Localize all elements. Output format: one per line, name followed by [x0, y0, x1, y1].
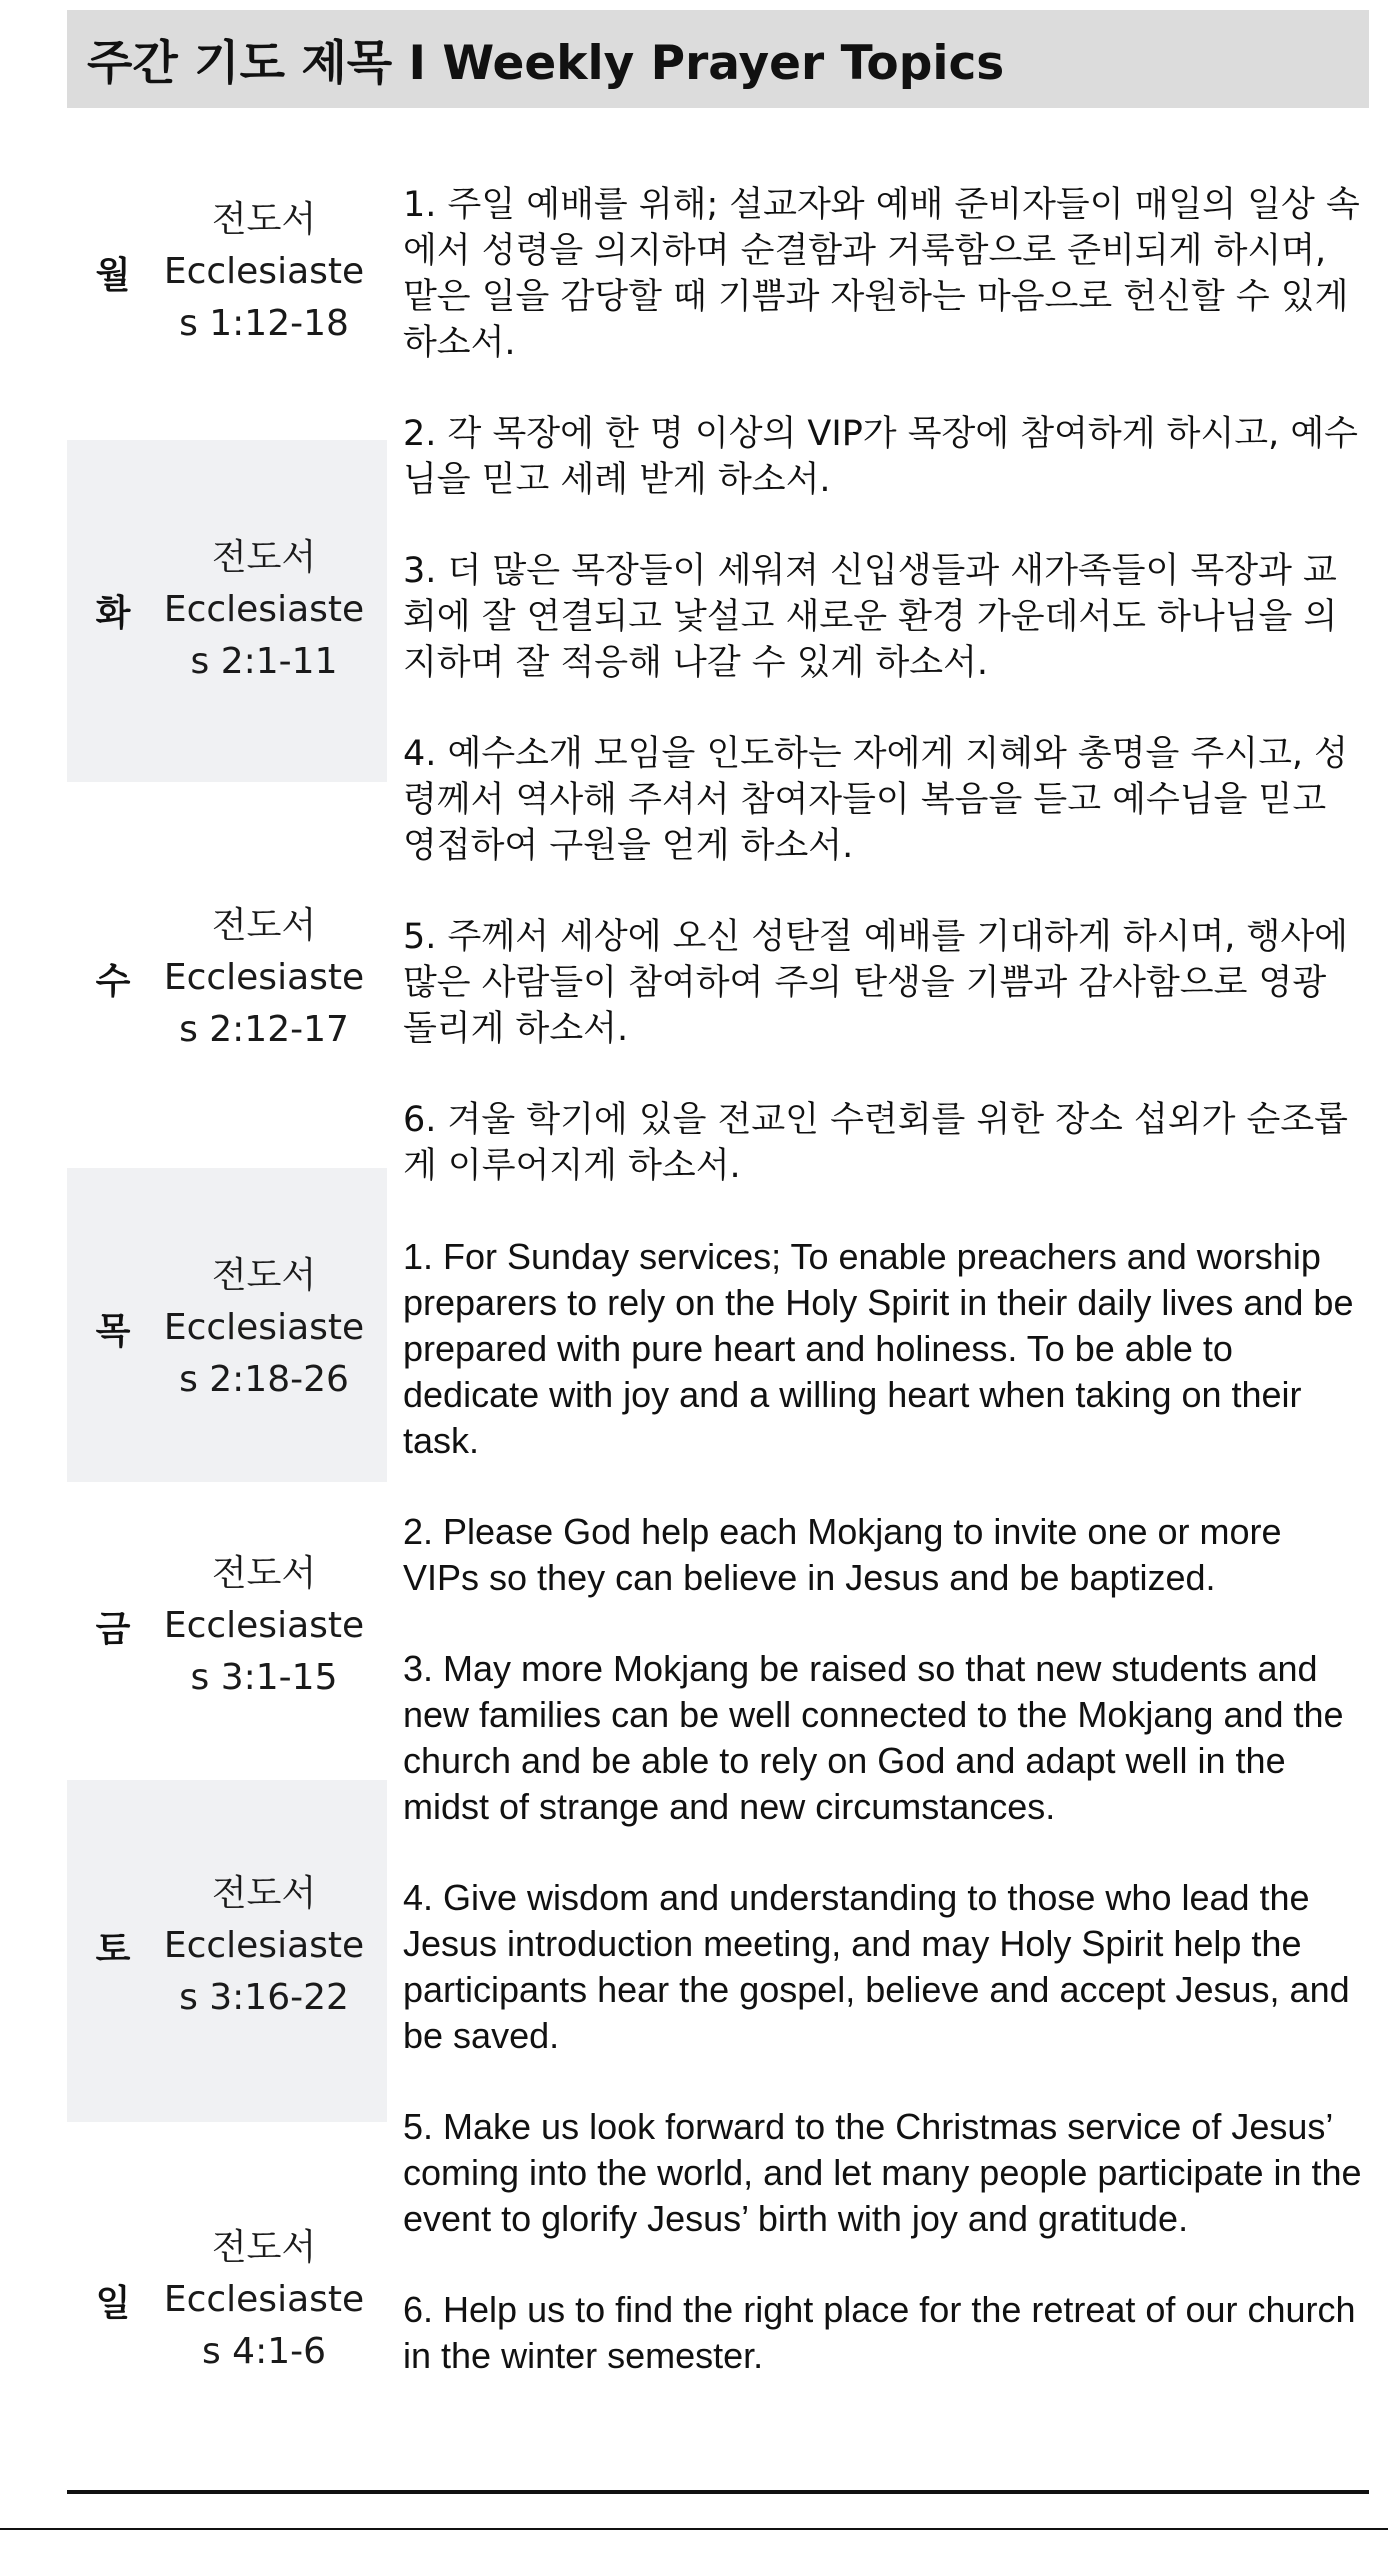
day-row-tue: [67, 520, 387, 700]
prayer-topic-en: 4. Give wisdom and understanding to those who lead the Jesus introduction meeting, and may Holy Spirit help the participants hear the gospel, believe and accept Jesus, and be saved.: [403, 1877, 1350, 2056]
scripture-ref-line1: Ecclesiaste: [163, 1605, 365, 1646]
day-label: 금: [95, 1608, 131, 1650]
scripture-ref-line2: s 3:16-22: [179, 1977, 349, 2018]
scripture-ref: [159, 2222, 369, 2378]
prayer-topic-ko: 2. 각 목장에 한 명 이상의 VIP가 목장에 참여하게 하시고, 예수님을 믿고 세례 받게 하소서.: [403, 414, 1358, 500]
prayer-topic-ko: 6. 겨울 학기에 있을 전교인 수련회를 위한 장소 섭외가 순조롭게 이루어지게 하소서.: [403, 1100, 1348, 1186]
scripture-ref: [159, 1868, 369, 2024]
scripture-ref-line2: s 2:12-17: [179, 1009, 349, 1050]
scripture-ref-line1: Ecclesiaste: [163, 251, 365, 292]
prayer-topics: [403, 182, 1363, 2379]
prayer-topic-ko: 5. 주께서 세상에 오신 성탄절 예배를 기대하게 하시며, 행사에 많은 사람들이 참여하여 주의 탄생을 기쁨과 감사함으로 영광 돌리게 하소서.: [403, 917, 1348, 1049]
header-bar: [67, 10, 1369, 108]
scripture-ref-line2: s 1:12-18: [179, 303, 349, 344]
day-row-wed: [67, 888, 387, 1068]
scripture-ref: [159, 532, 369, 688]
day-row-mon: [67, 182, 387, 362]
prayer-topic-en: 3. May more Mokjang be raised so that new students and new families can be well connected to the Mokjang and the church and be able to rely on God and adapt well in the midst of strange and new circumstances.: [403, 1648, 1344, 1827]
prayer-topic-en: 5. Make us look forward to the Christmas service of Jesus’ coming into the world, and let many people participate in the event to glorify Jesus’ birth with joy and gratitude.: [403, 2106, 1362, 2239]
scripture-book: 전도서: [211, 905, 317, 946]
day-label: 화: [95, 592, 131, 634]
day-label: 토: [95, 1928, 131, 1970]
scripture-ref-line2: s 2:1-11: [190, 641, 338, 682]
page-edge-rule: [0, 2528, 1388, 2530]
day-label: 일: [95, 2282, 131, 2324]
prayer-topic-en: 6. Help us to find the right place for the retreat of our church in the winter semester.: [403, 2289, 1356, 2376]
scripture-book: 전도서: [211, 199, 317, 240]
scripture-book: 전도서: [211, 1255, 317, 1296]
day-label: 월: [95, 254, 131, 296]
scripture-ref-line1: Ecclesiaste: [163, 957, 365, 998]
prayer-topic-ko: 3. 더 많은 목장들이 세워져 신입생들과 새가족들이 목장과 교회에 잘 연결되고 낯설고 새로운 환경 가운데서도 하나님을 의지하며 잘 적응해 나갈 수 있게 하소서.: [403, 551, 1338, 683]
scripture-ref-line1: Ecclesiaste: [163, 1307, 365, 1348]
page-title: 주간 기도 제목 I Weekly Prayer Topics: [87, 35, 1005, 91]
prayer-topic-en: 1. For Sunday services; To enable preachers and worship preparers to rely on the Holy Spirit in their daily lives and be prepared with pure heart and holiness. To be able to dedicate with joy and a willing heart when taking on their task.: [403, 1236, 1354, 1461]
scripture-ref-line2: s 4:1-6: [201, 2331, 327, 2372]
scripture-ref-line1: Ecclesiaste: [163, 2279, 365, 2320]
scripture-ref: [159, 1548, 369, 1704]
scripture-ref-line2: s 3:1-15: [190, 1657, 338, 1698]
scripture-book: 전도서: [211, 2227, 317, 2268]
scripture-ref: [159, 1250, 369, 1406]
scripture-book: 전도서: [211, 537, 317, 578]
scripture-book: 전도서: [211, 1553, 317, 1594]
scripture-ref: [159, 900, 369, 1056]
day-row-fri: [67, 1536, 387, 1716]
scripture-ref: [159, 194, 369, 350]
scripture-book: 전도서: [211, 1873, 317, 1914]
prayer-topic-en: 2. Please God help each Mokjang to invite one or more VIPs so they can believe in Jesus and be baptized.: [403, 1511, 1282, 1598]
day-row-sun: [67, 2210, 387, 2390]
scripture-ref-line1: Ecclesiaste: [163, 589, 365, 630]
day-label: 수: [95, 960, 131, 1002]
prayer-topic-ko: 4. 예수소개 모임을 인도하는 자에게 지혜와 총명을 주시고, 성령께서 역사해 주셔서 참여자들이 복음을 듣고 예수님을 믿고 영접하여 구원을 얻게 하소서.: [403, 734, 1348, 866]
scripture-ref-line2: s 2:18-26: [179, 1359, 349, 1400]
day-label: 목: [95, 1310, 131, 1352]
day-row-sat: [67, 1856, 387, 2036]
day-row-thu: [67, 1238, 387, 1418]
scripture-ref-line1: Ecclesiaste: [163, 1925, 365, 1966]
bottom-divider: [67, 2490, 1369, 2494]
prayer-topic-ko: 1. 주일 예배를 위해; 설교자와 예배 준비자들이 매일의 일상 속에서 성령을 의지하며 순결함과 거룩함으로 준비되게 하시며, 맡은 일을 감당할 때 기쁨과 자원하는 마음으로 헌신할 수 있게 하소서.: [403, 185, 1360, 363]
